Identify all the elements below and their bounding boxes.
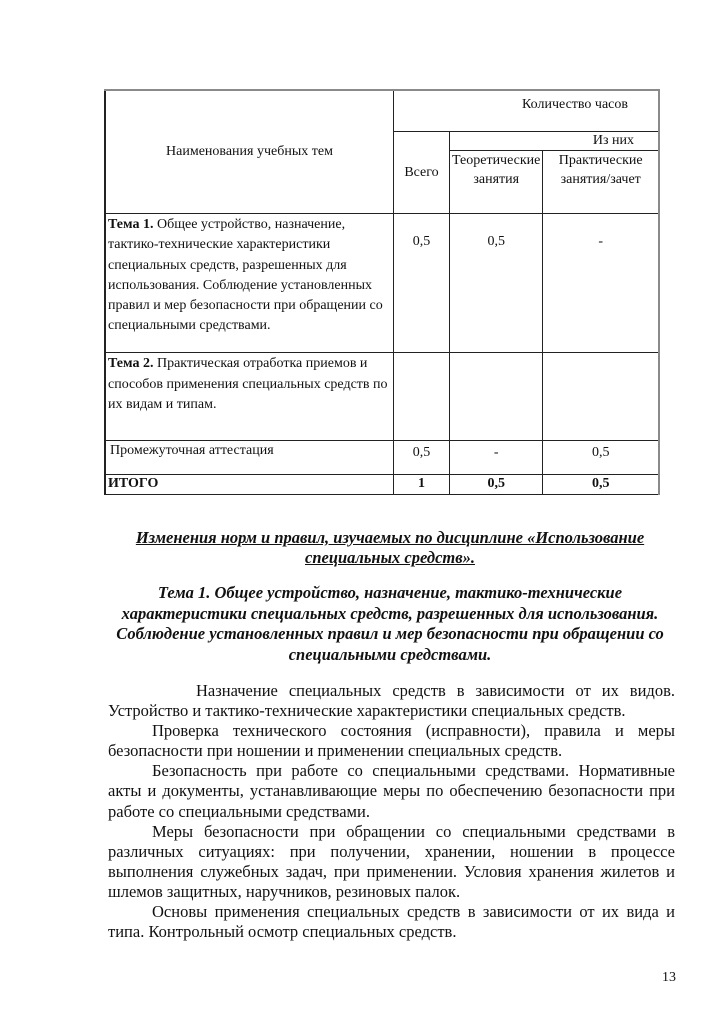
row-topic bbox=[105, 475, 394, 495]
row-topic-text: Практическая отработка приемов и способов применения специальных средств по их видам и типам. bbox=[108, 356, 388, 412]
header-theory bbox=[450, 151, 543, 214]
header-of-which bbox=[450, 132, 660, 151]
header-practice-label: Практические занятия/зачет bbox=[558, 153, 643, 187]
table-row bbox=[105, 214, 659, 353]
row-topic-text: Общее устройство, назначение, тактико-технические характеристики специальных средств, разрешенных для использования. Соблюдение установленных правил и мер безопасности при обращении со специальными средствами. bbox=[108, 217, 383, 334]
row-total bbox=[394, 353, 450, 441]
row-total-label: ИТОГО bbox=[108, 476, 159, 491]
table-row bbox=[105, 441, 659, 475]
header-topic-names-label: Наименования учебных тем bbox=[166, 144, 333, 159]
header-hours-group-label: Количество часов bbox=[522, 97, 628, 112]
row-total: 0,5 bbox=[394, 441, 450, 475]
body-text bbox=[108, 681, 675, 942]
header-topic-names bbox=[105, 90, 394, 214]
paragraph: Безопасность при работе со специальными средствами. Нормативные акты и документы, устанавливающие меры по обеспечению безопасности при работе со специальными средствами. bbox=[108, 761, 675, 821]
row-total: 1 bbox=[394, 475, 450, 495]
header-total-label: Всего bbox=[404, 164, 439, 180]
table-row bbox=[105, 353, 659, 441]
header-theory-label: Теоретические занятия bbox=[452, 153, 541, 187]
header-hours-group bbox=[394, 90, 660, 132]
table-row-total bbox=[105, 475, 659, 495]
page-number: 13 bbox=[662, 970, 676, 985]
paragraph: Назначение специальных средств в зависимости от их видов. Устройство и тактико-технические характеристики специальных средств. bbox=[108, 681, 675, 721]
topic-heading: Тема 1. Общее устройство, назначение, тактико-технические характеристики специальных средств, разрешенных для использования. Соблюдение установленных правил и мер безопасности при обращении со специальными средствами. bbox=[116, 583, 664, 664]
header-practice bbox=[543, 151, 659, 214]
row-theory bbox=[450, 353, 543, 441]
hours-table bbox=[104, 89, 660, 495]
row-practice: 0,5 bbox=[543, 441, 659, 475]
row-practice: - bbox=[543, 214, 659, 353]
row-topic-number: Тема 2. bbox=[108, 356, 154, 371]
row-practice bbox=[543, 353, 659, 441]
header-of-which-label: Из них bbox=[592, 133, 634, 148]
row-topic bbox=[105, 441, 394, 475]
row-topic bbox=[105, 214, 394, 353]
row-topic-text: Промежуточная аттестация bbox=[110, 443, 274, 458]
paragraph: Проверка технического состояния (исправности), правила и меры безопасности при ношении и применении специальных средств. bbox=[108, 721, 675, 761]
section-heading: Изменения норм и правил, изучаемых по дисциплине «Использование специальных средств». bbox=[135, 528, 645, 567]
row-topic-number: Тема 1. bbox=[108, 217, 154, 232]
row-theory: - bbox=[450, 441, 543, 475]
row-total: 0,5 bbox=[394, 214, 450, 353]
table-header-row bbox=[105, 90, 659, 132]
paragraph: Основы применения специальных средств в зависимости от их вида и типа. Контрольный осмотр специальных средств. bbox=[108, 902, 675, 942]
header-total bbox=[394, 132, 450, 214]
row-topic bbox=[105, 353, 394, 441]
row-theory: 0,5 bbox=[450, 475, 543, 495]
paragraph: Меры безопасности при обращении со специальными средствами в различных ситуациях: при получении, хранении, ношении в процессе выполнения служебных задач, при применении. Условия хранения жилетов и шлемов защитных, наручников, резиновых палок. bbox=[108, 821, 675, 901]
row-practice: 0,5 bbox=[543, 475, 659, 495]
row-theory: 0,5 bbox=[450, 214, 543, 353]
